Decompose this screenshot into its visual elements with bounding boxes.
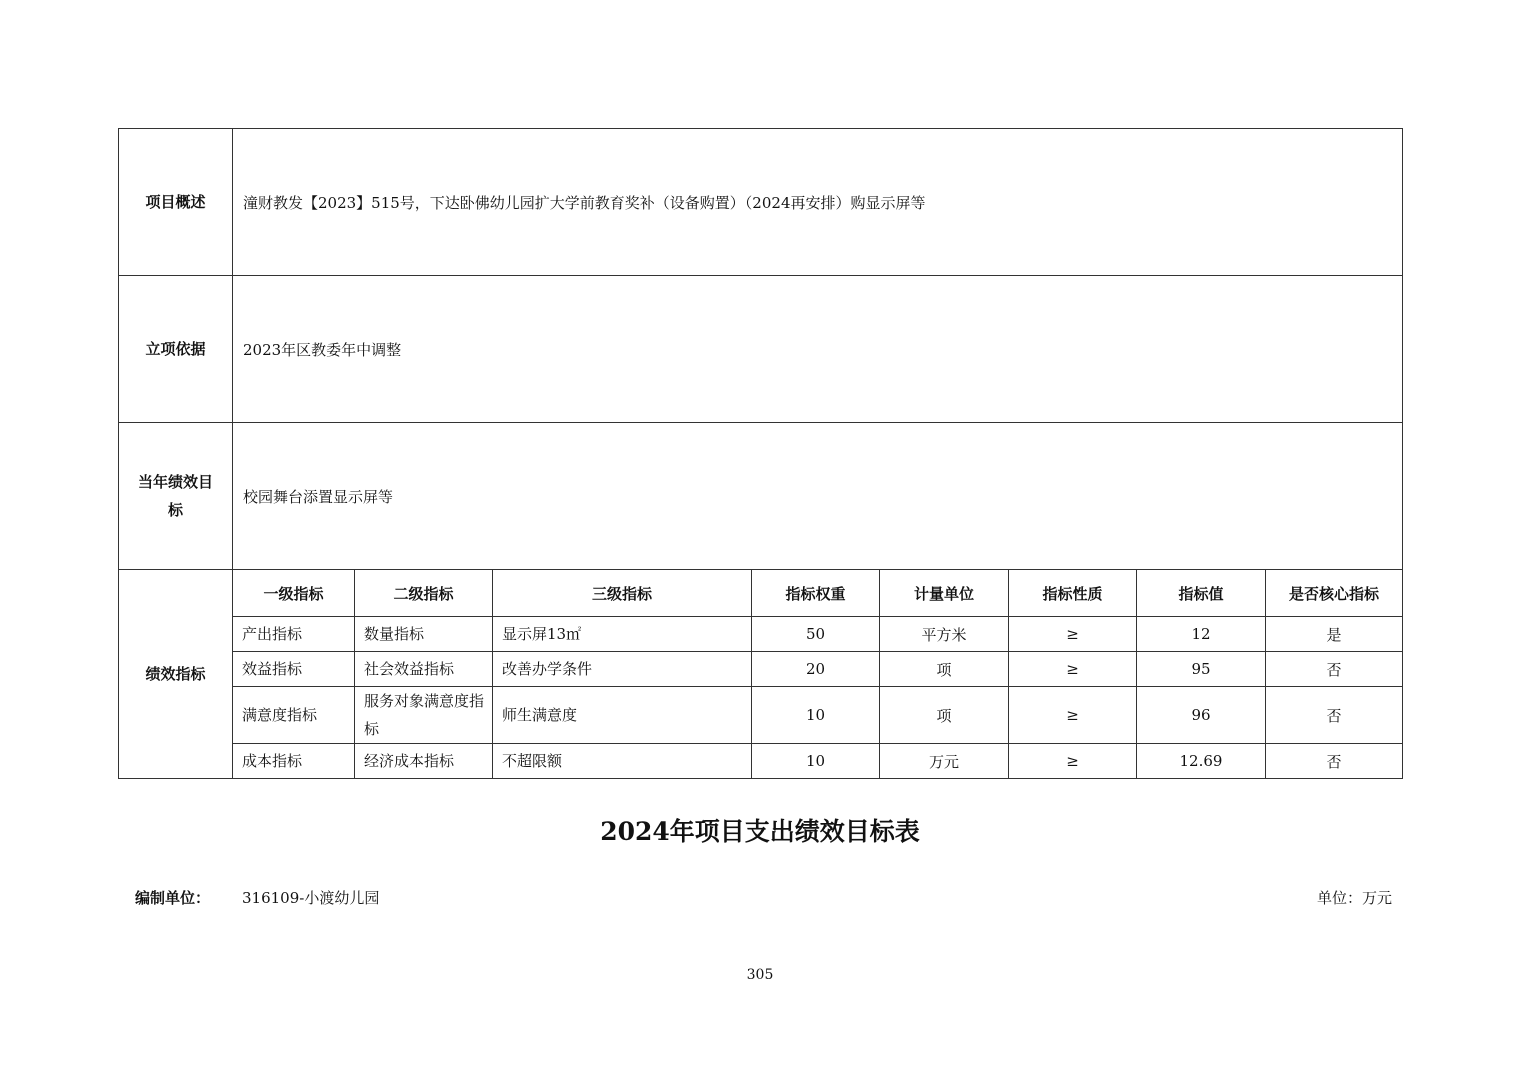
basis-label: 立项依据	[119, 276, 233, 423]
nature-cell: ≥	[1009, 687, 1137, 744]
value-cell: 12	[1137, 617, 1266, 652]
level3-cell: 改善办学条件	[493, 652, 752, 687]
table-row	[119, 687, 1403, 744]
core-cell: 否	[1266, 652, 1403, 687]
performance-table	[118, 128, 1403, 779]
table-row	[119, 652, 1403, 687]
nature-cell: ≥	[1009, 617, 1137, 652]
level1-cell: 产出指标	[233, 617, 355, 652]
header-weight: 指标权重	[752, 570, 880, 617]
header-core: 是否核心指标	[1266, 570, 1403, 617]
indicator-header-row	[119, 570, 1403, 617]
overview-row	[119, 129, 1403, 276]
level2-cell: 社会效益指标	[355, 652, 493, 687]
weight-cell: 50	[752, 617, 880, 652]
annual-goal-text: 校园舞台添置显示屏等	[233, 423, 1403, 570]
indicators-label: 绩效指标	[119, 570, 233, 779]
level2-cell: 服务对象满意度指标	[355, 687, 493, 744]
unit-cell: 项	[880, 652, 1009, 687]
document-title: 2024年项目支出绩效目标表	[600, 817, 920, 846]
core-cell: 是	[1266, 617, 1403, 652]
level1-cell: 满意度指标	[233, 687, 355, 744]
weight-cell: 20	[752, 652, 880, 687]
level3-cell: 显示屏13㎡	[493, 617, 752, 652]
level1-cell: 成本指标	[233, 744, 355, 779]
overview-text: 潼财教发【2023】515号，下达卧佛幼儿园扩大学前教育奖补（设备购置）（2024再安排）购显示屏等	[233, 129, 1403, 276]
value-cell: 96	[1137, 687, 1266, 744]
header-level1: 一级指标	[233, 570, 355, 617]
annual-goal-label: 当年绩效目标	[119, 423, 233, 570]
level2-cell: 数量指标	[355, 617, 493, 652]
nature-cell: ≥	[1009, 652, 1137, 687]
header-level2: 二级指标	[355, 570, 493, 617]
unit-cell: 平方米	[880, 617, 1009, 652]
header-unit: 计量单位	[880, 570, 1009, 617]
core-cell: 否	[1266, 744, 1403, 779]
basis-row	[119, 276, 1403, 423]
value-cell: 12.69	[1137, 744, 1266, 779]
core-cell: 否	[1266, 687, 1403, 744]
page-number: 305	[746, 967, 774, 983]
basis-text: 2023年区教委年中调整	[233, 276, 1403, 423]
annual-goal-row	[119, 423, 1403, 570]
overview-label: 项目概述	[119, 129, 233, 276]
header-level3: 三级指标	[493, 570, 752, 617]
level3-cell: 师生满意度	[493, 687, 752, 744]
weight-cell: 10	[752, 744, 880, 779]
value-cell: 95	[1137, 652, 1266, 687]
header-nature: 指标性质	[1009, 570, 1137, 617]
unit-cell: 万元	[880, 744, 1009, 779]
compiling-unit-value: 316109-小渡幼儿园	[242, 889, 380, 907]
weight-cell: 10	[752, 687, 880, 744]
table-row	[119, 617, 1403, 652]
level3-cell: 不超限额	[493, 744, 752, 779]
level2-cell: 经济成本指标	[355, 744, 493, 779]
header-value: 指标值	[1137, 570, 1266, 617]
unit-cell: 项	[880, 687, 1009, 744]
table-row	[119, 744, 1403, 779]
nature-cell: ≥	[1009, 744, 1137, 779]
currency-unit-label: 单位：万元	[1316, 889, 1392, 907]
level1-cell: 效益指标	[233, 652, 355, 687]
compiling-unit-label: 编制单位：	[135, 889, 211, 907]
